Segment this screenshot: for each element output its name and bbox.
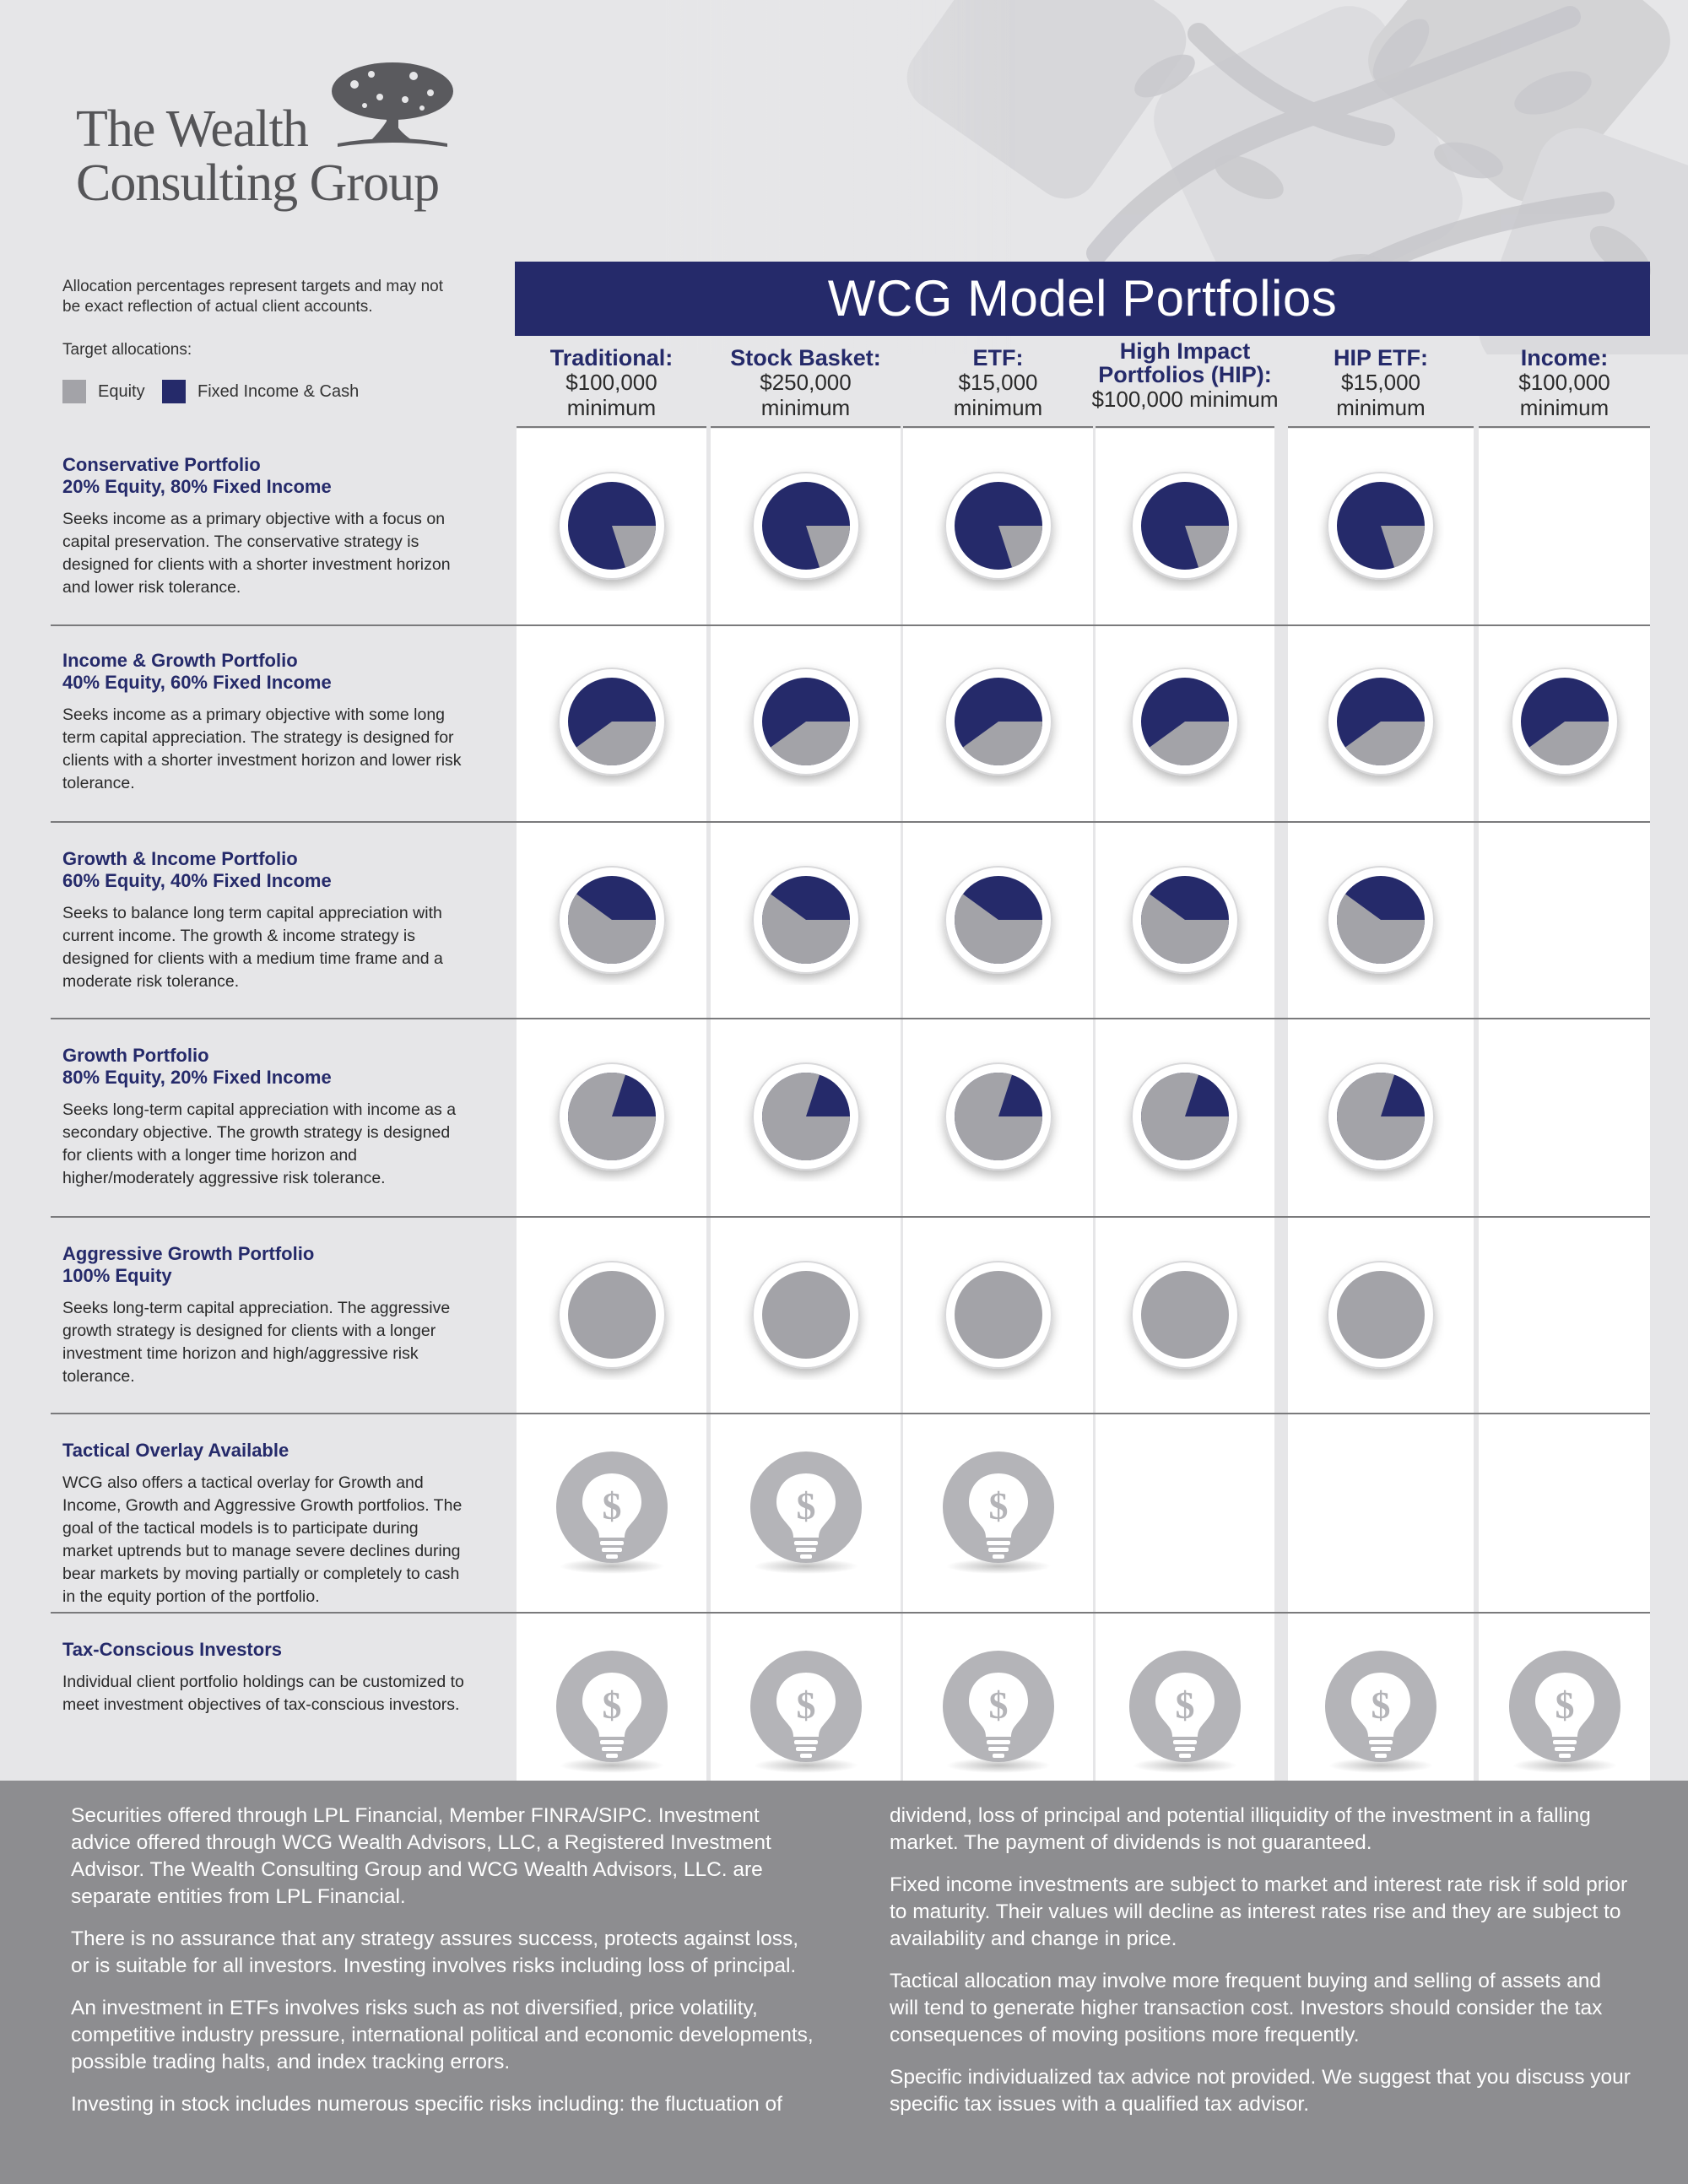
- portfolio-name: Aggressive Growth Portfolio: [62, 1243, 315, 1264]
- allocation-pie-chart: [935, 660, 1062, 787]
- column-header-minimum: $250,000: [760, 370, 852, 395]
- portfolio-row-title: [62, 848, 468, 892]
- allocation-pie-chart: [1317, 660, 1444, 787]
- bulb-base-line: [993, 1554, 1004, 1559]
- column-header-name: ETF:: [972, 345, 1024, 370]
- dollar-lightbulb-icon: [1317, 1649, 1444, 1776]
- dollar-sign: $: [988, 1684, 1008, 1727]
- icon-cell: [743, 1450, 869, 1576]
- allocation-pie-chart: [743, 1253, 869, 1380]
- pie-chart-cell: [549, 464, 675, 591]
- column-header-minimum: $15,000: [958, 370, 1038, 395]
- disclosure-paragraph: Tactical allocation may involve more frequent buying and selling of assets and will tend to generate higher transaction cost. Investors should consider the tax consequences of moving positions more frequently.: [890, 1970, 1603, 2046]
- allocation-pie-chart: [935, 1055, 1062, 1181]
- pie-chart-cell: [549, 858, 675, 985]
- legend-swatch-equity: [62, 380, 86, 403]
- bulb-base-line: [1371, 1747, 1391, 1751]
- bulb-base-line: [606, 1754, 618, 1758]
- dollar-lightbulb-icon: [935, 1450, 1062, 1576]
- portfolio-description: Seeks income as a primary objective with some long term capital appreciation. The strategy is designed for clients with a shorter investment horizon and lower risk tolerance.: [62, 705, 462, 792]
- portfolio-row-description: [62, 650, 468, 795]
- row-divider: [51, 624, 1650, 626]
- bulb-base-line: [794, 1740, 818, 1744]
- pie-chart-cell: [1317, 660, 1444, 787]
- bulb-base-line: [988, 1548, 1009, 1552]
- legend-label-fixed-income: Fixed Income & Cash: [197, 381, 360, 401]
- pie-chart-cell: [935, 1055, 1062, 1181]
- portfolio-row-title: [62, 650, 468, 694]
- disclosure-paragraph: dividend, loss of principal and potential illiquidity of the investment in a falling market. The payment of dividends is not guaranteed.: [890, 1804, 1591, 1854]
- row-divider: [51, 1413, 1650, 1414]
- tree-logo-icon: [321, 59, 464, 152]
- allocation-pie-chart: [743, 1055, 869, 1181]
- bulb-base-line: [602, 1747, 622, 1751]
- portfolio-description: Seeks to balance long term capital appreciation with current income. The growth & income strategy is designed for clients with a medium time frame and a moderate risk tolerance.: [62, 904, 443, 991]
- pie-chart-cell: [935, 1253, 1062, 1380]
- portfolio-description: Seeks income as a primary objective with a focus on capital preservation. The conservative strategy is designed for clients with a shorter investment horizon and lower risk tolerance.: [62, 510, 451, 597]
- pie-chart-cell: [1122, 464, 1248, 591]
- pie-chart-cell: [549, 660, 675, 787]
- column-header-minimum: minimum: [760, 395, 851, 420]
- column-header-rule: [1479, 426, 1650, 428]
- allocation-pie-chart: [1501, 660, 1628, 787]
- pie-chart-cell: [1122, 858, 1248, 985]
- portfolio-row-description: [62, 848, 468, 993]
- bulb-base-line: [993, 1754, 1004, 1758]
- page-title: WCG Model Portfolios: [515, 262, 1650, 336]
- row-divider: [51, 821, 1650, 823]
- column-header-name: Income:: [1520, 345, 1609, 370]
- dollar-lightbulb-icon: [743, 1450, 869, 1576]
- portfolio-name: Income & Growth Portfolio: [62, 650, 298, 671]
- logo-line-1: The Wealth: [76, 100, 308, 158]
- pie-chart-cell: [1317, 1055, 1444, 1181]
- allocation-pie-chart: [1317, 1253, 1444, 1380]
- portfolio-allocation: 60% Equity, 40% Fixed Income: [62, 870, 332, 891]
- icon-cell: [549, 1450, 675, 1576]
- column-header-minimum: minimum: [1519, 395, 1610, 420]
- portfolio-row-title: [62, 1045, 468, 1089]
- bulb-base-line: [600, 1740, 624, 1744]
- column-header-name: High Impact Portfolios (HIP):: [1098, 338, 1272, 387]
- column-header-minimum: $100,000: [1518, 370, 1610, 395]
- column-header: [702, 346, 909, 427]
- column-header-minimum: minimum: [953, 395, 1043, 420]
- allocation-pie-chart: [549, 858, 675, 985]
- portfolio-name: Tactical Overlay Available: [62, 1440, 289, 1461]
- pie-chart-cell: [743, 660, 869, 787]
- bulb-base-line: [1173, 1740, 1197, 1744]
- bulb-base-line: [1559, 1754, 1571, 1758]
- portfolio-name: Tax-Conscious Investors: [62, 1639, 282, 1660]
- dollar-sign: $: [1175, 1684, 1195, 1727]
- icon-cell: [1317, 1649, 1444, 1776]
- column-header-minimum: $100,000 minimum: [1091, 387, 1279, 412]
- row-divider: [51, 1216, 1650, 1218]
- allocation-pie-chart: [1317, 464, 1444, 591]
- bulb-base-line: [1555, 1747, 1575, 1751]
- legend-label-equity: Equity: [98, 381, 145, 401]
- dollar-sign: $: [1371, 1684, 1391, 1727]
- column-header-rule: [903, 426, 1093, 428]
- column-header: [508, 346, 715, 427]
- column-header-minimum: minimum: [1336, 395, 1426, 420]
- column-header: [1470, 346, 1658, 427]
- dollar-sign: $: [1555, 1684, 1574, 1727]
- column-header-name: HIP ETF:: [1333, 345, 1428, 370]
- pie-chart-cell: [1501, 660, 1628, 787]
- column-header-rule: [517, 426, 706, 428]
- icon-cell: [743, 1649, 869, 1776]
- disclosure-paragraph: Fixed income investments are subject to market and interest rate risk if sold prior to maturity. Their values will decline as interest rates rise and they are subject to availability and change in price.: [890, 1873, 1628, 1950]
- bulb-base-line: [800, 1754, 812, 1758]
- portfolio-row-title: [62, 1639, 468, 1661]
- column-header-name: Traditional:: [549, 345, 674, 370]
- allocation-pie-chart: [549, 1253, 675, 1380]
- column-header-name: Stock Basket:: [730, 345, 881, 370]
- footer-right-column: [890, 1803, 1632, 2133]
- allocation-pie-chart: [549, 1055, 675, 1181]
- dollar-sign: $: [988, 1484, 1008, 1527]
- allocation-pie-chart: [743, 858, 869, 985]
- bulb-base-line: [1369, 1740, 1393, 1744]
- bulb-base-line: [602, 1548, 622, 1552]
- dollar-sign: $: [796, 1484, 815, 1527]
- dollar-lightbulb-icon: [743, 1649, 869, 1776]
- bulb-base-line: [794, 1541, 818, 1545]
- bulb-base-line: [1375, 1754, 1387, 1758]
- dollar-lightbulb-icon: [549, 1649, 675, 1776]
- allocation-pie-chart: [1317, 858, 1444, 985]
- allocation-pie-chart: [743, 660, 869, 787]
- allocation-pie-chart: [935, 858, 1062, 985]
- equity-slice: [1141, 1271, 1229, 1359]
- icon-cell: [1122, 1649, 1248, 1776]
- bulb-base-line: [796, 1548, 816, 1552]
- pie-chart-cell: [1122, 1253, 1248, 1380]
- allocation-pie-chart: [549, 464, 675, 591]
- portfolio-allocation: 20% Equity, 80% Fixed Income: [62, 476, 332, 497]
- equity-slice: [568, 1271, 656, 1359]
- logo-line-2: Consulting Group: [76, 154, 440, 212]
- pie-chart-cell: [743, 1055, 869, 1181]
- bulb-base-line: [800, 1554, 812, 1559]
- allocation-pie-chart: [743, 464, 869, 591]
- bulb-base-line: [1175, 1747, 1195, 1751]
- portfolio-description: Seeks long-term capital appreciation with income as a secondary objective. The growth strategy is designed for clients with a longer time horizon and higher/moderately aggressive risk tolerance.: [62, 1100, 457, 1187]
- pie-chart-cell: [743, 858, 869, 985]
- row-divider: [51, 1612, 1650, 1614]
- portfolio-description: WCG also offers a tactical overlay for Growth and Income, Growth and Aggressive Growth portfolios. The goal of the tactical models is to participate during market uptrends but to manage severe declines during bear markets by moving partially or completely to cash in the equity portion of the portfolio.: [62, 1473, 463, 1606]
- allocation-pie-chart: [1122, 464, 1248, 591]
- pie-chart-cell: [935, 858, 1062, 985]
- portfolio-row-description: [62, 1639, 468, 1716]
- bulb-base-line: [796, 1747, 816, 1751]
- dollar-lightbulb-icon: [935, 1649, 1062, 1776]
- allocation-pie-chart: [935, 1253, 1062, 1380]
- legend-item-fixed-income: [162, 380, 359, 403]
- column-header-minimum: minimum: [566, 395, 657, 420]
- equity-slice: [762, 1271, 850, 1359]
- column-header-minimum: $100,000: [565, 370, 657, 395]
- portfolio-name: Conservative Portfolio: [62, 454, 261, 475]
- disclosure-paragraph: An investment in ETFs involves risks such as not diversified, price volatility, competitive industry pressure, international political and economic developments, possible trading halts, and index tracking errors.: [71, 1997, 814, 2073]
- legend-item-equity: [62, 380, 145, 403]
- portfolio-description: Individual client portfolio holdings can be customized to meet investment objectives of tax-conscious investors.: [62, 1673, 464, 1714]
- dollar-sign: $: [602, 1484, 621, 1527]
- pie-chart-cell: [743, 464, 869, 591]
- legend-swatch-fixed-income: [162, 380, 186, 403]
- allocation-pie-chart: [1122, 1055, 1248, 1181]
- allocation-pie-chart: [1122, 858, 1248, 985]
- portfolio-row-description: [62, 454, 468, 599]
- column-header: [1087, 339, 1283, 420]
- pie-chart-cell: [549, 1253, 675, 1380]
- portfolio-row-description: [62, 1243, 468, 1388]
- table-column-background: [1479, 429, 1650, 1781]
- dollar-lightbulb-icon: [549, 1450, 675, 1576]
- column-header-rule: [711, 426, 901, 428]
- pie-chart-cell: [549, 1055, 675, 1181]
- portfolio-name: Growth & Income Portfolio: [62, 848, 298, 869]
- equity-slice: [955, 1271, 1042, 1359]
- dollar-sign: $: [602, 1684, 621, 1727]
- portfolio-allocation: 80% Equity, 20% Fixed Income: [62, 1067, 332, 1088]
- portfolio-allocation: 40% Equity, 60% Fixed Income: [62, 672, 332, 693]
- portfolio-row-description: [62, 1045, 468, 1190]
- target-allocations-label: Target allocations:: [62, 341, 192, 359]
- portfolio-allocation: 100% Equity: [62, 1265, 172, 1286]
- pie-chart-cell: [1122, 660, 1248, 787]
- icon-cell: [1501, 1649, 1628, 1776]
- column-header-minimum: $15,000: [1341, 370, 1420, 395]
- column-header: [895, 346, 1101, 427]
- bulb-base-line: [988, 1747, 1009, 1751]
- dollar-lightbulb-icon: [1122, 1649, 1248, 1776]
- pie-chart-cell: [1317, 858, 1444, 985]
- portfolio-row-title: [62, 454, 468, 498]
- footer-disclosures: [0, 1781, 1688, 2184]
- pie-chart-cell: [1317, 464, 1444, 591]
- icon-cell: [935, 1649, 1062, 1776]
- pie-chart-cell: [1317, 1253, 1444, 1380]
- bulb-base-line: [600, 1541, 624, 1545]
- pie-chart-cell: [1122, 1055, 1248, 1181]
- disclosure-paragraph: Securities offered through LPL Financial, Member FINRA/SIPC. Investment advice offered through WCG Wealth Advisors, LLC, a Registered Investment Advisor. The Wealth Consulting Group and WCG Wealth Advisors, LLC. are separate entities from LPL Financial.: [71, 1804, 771, 1908]
- column-header-rule: [1288, 426, 1474, 428]
- portfolio-row-description: [62, 1440, 468, 1608]
- dollar-lightbulb-icon: [1501, 1649, 1628, 1776]
- bulb-base-line: [1179, 1754, 1191, 1758]
- allocation-note: Allocation percentages represent targets and may not be exact reflection of actual client accounts.: [62, 278, 443, 316]
- allocation-pie-chart: [1317, 1055, 1444, 1181]
- bulb-base-line: [606, 1554, 618, 1559]
- row-divider: [51, 1018, 1650, 1019]
- bulb-base-line: [987, 1541, 1010, 1545]
- allocation-pie-chart: [1122, 1253, 1248, 1380]
- allocation-pie-chart: [1122, 660, 1248, 787]
- portfolio-name: Growth Portfolio: [62, 1045, 209, 1066]
- portfolio-row-title: [62, 1243, 468, 1287]
- column-header: [1280, 346, 1482, 427]
- portfolio-description: Seeks long-term capital appreciation. The aggressive growth strategy is designed for clients with a longer investment time horizon and high/aggressive risk tolerance.: [62, 1299, 451, 1386]
- allocation-pie-chart: [549, 660, 675, 787]
- company-logo: [76, 59, 515, 228]
- equity-slice: [1337, 1271, 1425, 1359]
- disclosure-paragraph: Specific individualized tax advice not provided. We suggest that you discuss your specific tax issues with a qualified tax advisor.: [890, 2066, 1631, 2116]
- bulb-base-line: [987, 1740, 1010, 1744]
- icon-cell: [935, 1450, 1062, 1576]
- footer-left-column: [71, 1803, 814, 2133]
- pie-chart-cell: [935, 464, 1062, 591]
- allocation-pie-chart: [935, 464, 1062, 591]
- disclosure-paragraph: Investing in stock includes numerous specific risks including: the fluctuation of: [71, 2093, 782, 2116]
- dollar-sign: $: [796, 1684, 815, 1727]
- bulb-base-line: [1553, 1740, 1577, 1744]
- disclosure-paragraph: There is no assurance that any strategy assures success, protects against loss, or is suitable for all investors. Investing involves risks including loss of principal.: [71, 1927, 798, 1977]
- portfolio-row-title: [62, 1440, 468, 1462]
- pie-chart-cell: [935, 660, 1062, 787]
- pie-chart-cell: [743, 1253, 869, 1380]
- icon-cell: [549, 1649, 675, 1776]
- column-header-rule: [1096, 426, 1274, 428]
